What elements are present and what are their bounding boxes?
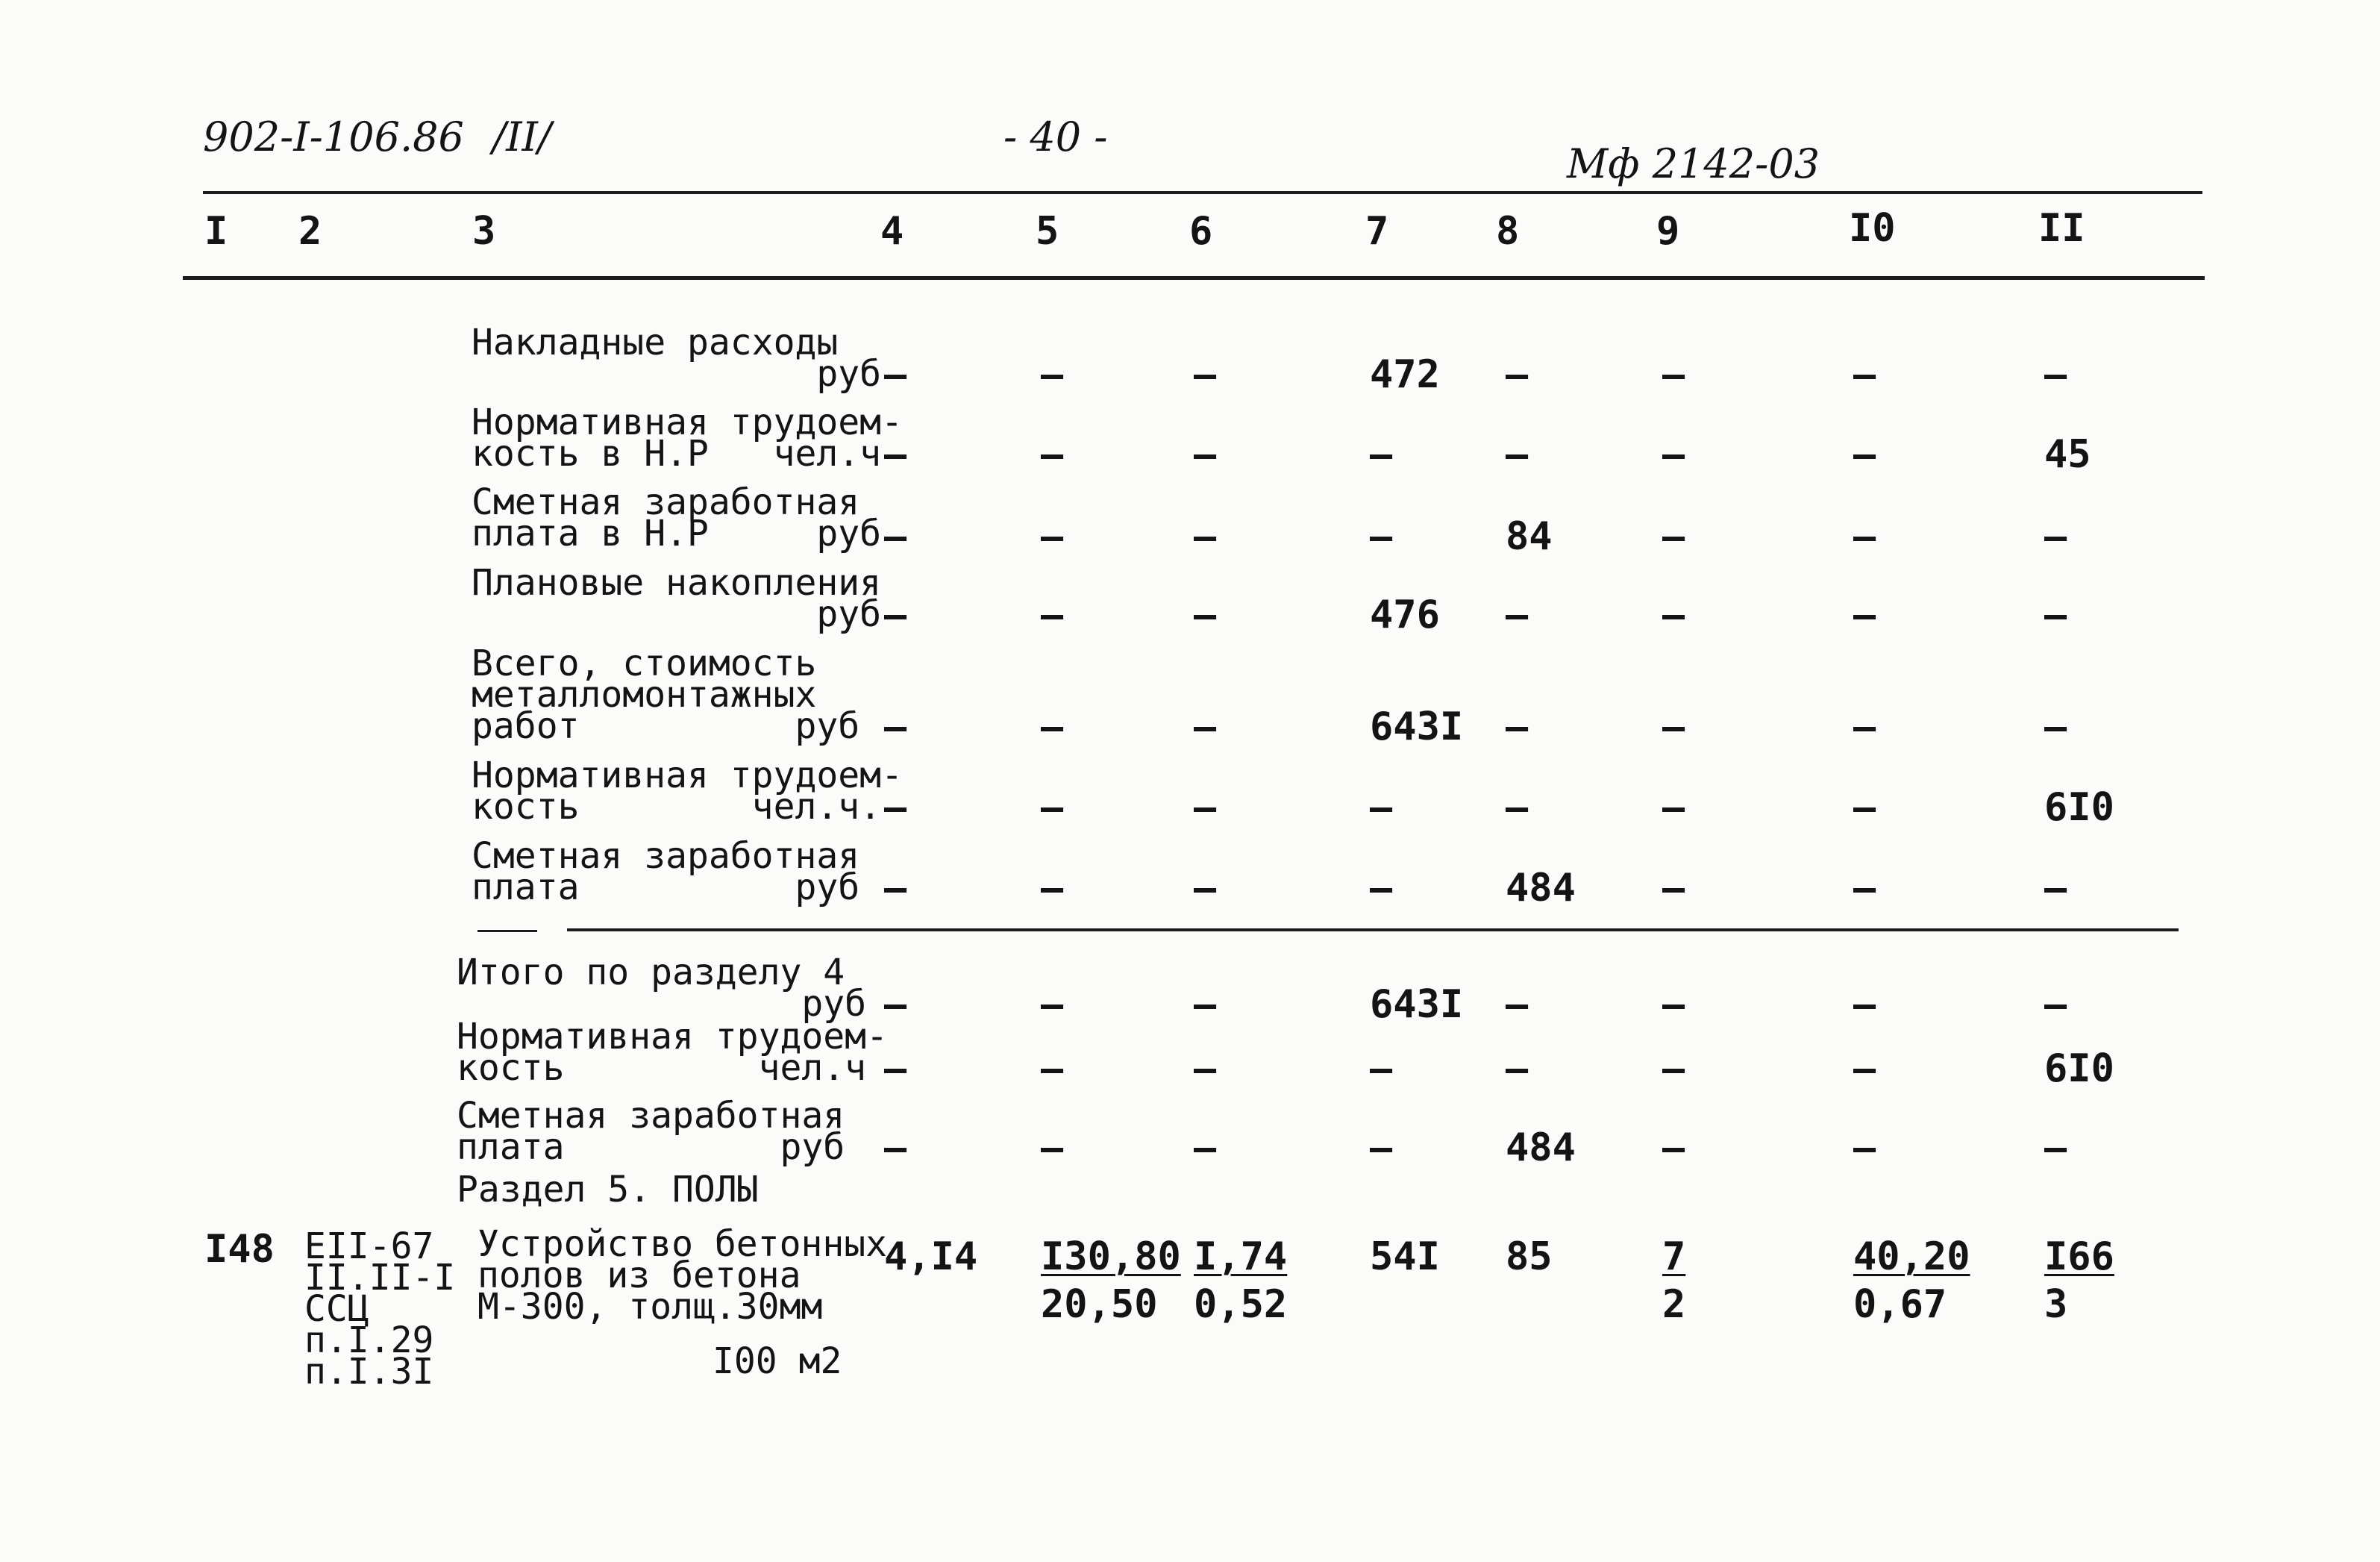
row-value-col7: –: [1370, 515, 1393, 558]
col-header-10: I0: [1849, 206, 1896, 251]
row-label: Сметная заработная плата руб: [457, 1095, 845, 1168]
row-value-col11: –: [2044, 1126, 2067, 1169]
row-value-col5: –: [1041, 866, 1064, 910]
col-header-1: I: [204, 209, 228, 254]
row-value-col5: –: [1041, 786, 1064, 829]
row-value-col4: –: [884, 593, 907, 637]
row-value-col8: 484: [1506, 866, 1576, 910]
row-value-col10: –: [1853, 593, 1876, 637]
row-value-col8: –: [1506, 353, 1529, 396]
row-value-col9: –: [1662, 353, 1685, 396]
row-value-col8: –: [1506, 433, 1529, 476]
row-value-col8: –: [1506, 983, 1529, 1026]
item-col7: 54I: [1370, 1234, 1440, 1279]
col-header-7: 7: [1365, 209, 1389, 254]
row-value-col8: –: [1506, 1047, 1529, 1090]
section-5-title: Раздел 5. ПОЛЫ: [457, 1169, 759, 1210]
row-value-col5: –: [1041, 1047, 1064, 1090]
row-value-col7: 472: [1370, 352, 1440, 397]
row-value-col6: –: [1194, 786, 1217, 829]
row-value-col5: –: [1041, 593, 1064, 637]
row-value-col4: –: [884, 705, 907, 749]
row-value-col11: 6I0: [2044, 1046, 2114, 1091]
row-value-col11: –: [2044, 705, 2067, 749]
item-col6-top: I,74: [1194, 1234, 1288, 1279]
row-value-col7: –: [1370, 433, 1393, 476]
item-ref-3: ССЦ: [304, 1288, 369, 1330]
row-label: Плановые накопления руб: [472, 562, 882, 635]
item-description: Устройство бетонных полов из бетона М-300, толщ.30мм: [477, 1223, 888, 1328]
row-value-col4: –: [884, 1126, 907, 1169]
row-value-col6: –: [1194, 353, 1217, 396]
row-value-col11: –: [2044, 353, 2067, 396]
row-value-col6: –: [1194, 1047, 1217, 1090]
row-value-col8: –: [1506, 786, 1529, 829]
section-separator: [477, 930, 537, 932]
row-value-col4: –: [884, 353, 907, 396]
row-label: Сметная заработная плата руб: [472, 835, 860, 908]
row-value-col7: 643I: [1370, 982, 1464, 1027]
row-value-col5: –: [1041, 1126, 1064, 1169]
row-value-col5: –: [1041, 353, 1064, 396]
col-header-9: 9: [1656, 209, 1680, 254]
row-value-col7: –: [1370, 1047, 1393, 1090]
row-value-col6: –: [1194, 866, 1217, 910]
row-value-col9: –: [1662, 786, 1685, 829]
row-value-col10: –: [1853, 515, 1876, 558]
row-value-col7: 476: [1370, 593, 1440, 637]
row-value-col10: –: [1853, 1047, 1876, 1090]
row-value-col8: –: [1506, 705, 1529, 749]
item-col11-bottom: 3: [2044, 1282, 2068, 1327]
row-value-col9: –: [1662, 1126, 1685, 1169]
row-value-col6: –: [1194, 1126, 1217, 1169]
item-ref-1: ЕII-67: [304, 1225, 434, 1267]
row-label: Нормативная трудоем- кость чел.ч.: [472, 755, 903, 828]
row-value-col9: –: [1662, 866, 1685, 910]
page-number: - 40 -: [1003, 113, 1108, 160]
row-value-col7: –: [1370, 1126, 1393, 1169]
item-unit: I00 м2: [713, 1340, 842, 1382]
row-value-col9: –: [1662, 515, 1685, 558]
row-value-col11: –: [2044, 866, 2067, 910]
row-label: Накладные расходы руб: [472, 322, 882, 395]
row-value-col6: –: [1194, 983, 1217, 1026]
item-col9-top: 7: [1662, 1234, 1686, 1279]
row-value-col5: –: [1041, 433, 1064, 476]
row-value-col4: –: [884, 983, 907, 1026]
row-label: Итого по разделу 4 руб: [457, 952, 867, 1025]
col-header-3: 3: [472, 209, 496, 254]
col-header-5: 5: [1036, 209, 1059, 254]
item-number: I48: [204, 1227, 275, 1272]
item-col10-bottom: 0,67: [1853, 1282, 1947, 1327]
header-rule-top: [203, 191, 2202, 194]
row-value-col9: –: [1662, 593, 1685, 637]
item-col5-bottom: 20,50: [1041, 1282, 1158, 1327]
row-label: Сметная заработная плата в Н.Р руб: [472, 481, 882, 554]
item-col5-top: I30,80: [1041, 1234, 1181, 1279]
row-value-col7: 643I: [1370, 705, 1464, 749]
row-value-col9: –: [1662, 433, 1685, 476]
row-value-col11: –: [2044, 515, 2067, 558]
section-separator-long: [567, 928, 2179, 931]
row-value-col6: –: [1194, 433, 1217, 476]
row-value-col6: –: [1194, 705, 1217, 749]
row-value-col10: –: [1853, 866, 1876, 910]
col-header-6: 6: [1189, 209, 1213, 254]
row-value-col7: –: [1370, 786, 1393, 829]
row-value-col11: 6I0: [2044, 785, 2114, 830]
row-label: Всего, стоимость металломонтажных работ руб: [472, 643, 860, 747]
row-value-col4: –: [884, 515, 907, 558]
row-value-col8: –: [1506, 593, 1529, 637]
doc-part: /II/: [492, 113, 552, 160]
row-value-col6: –: [1194, 515, 1217, 558]
row-value-col7: –: [1370, 866, 1393, 910]
item-ref-5: п.I.3I: [304, 1351, 434, 1393]
item-col8: 85: [1506, 1234, 1553, 1279]
row-value-col4: –: [884, 1047, 907, 1090]
item-ref-4: п.I.29: [304, 1319, 434, 1361]
row-value-col11: 45: [2044, 432, 2091, 477]
item-col6-bottom: 0,52: [1194, 1282, 1288, 1327]
row-value-col10: –: [1853, 705, 1876, 749]
row-label: Нормативная трудоем- кость чел.ч: [457, 1016, 888, 1089]
row-label: Нормативная трудоем- кость в Н.Р чел.ч: [472, 402, 903, 475]
row-value-col9: –: [1662, 983, 1685, 1026]
row-value-col10: –: [1853, 353, 1876, 396]
row-value-col8: 84: [1506, 514, 1553, 559]
item-col11-top: I66: [2044, 1234, 2114, 1279]
row-value-col4: –: [884, 433, 907, 476]
col-header-8: 8: [1496, 209, 1520, 254]
row-value-col4: –: [884, 866, 907, 910]
header-rule-bottom: [183, 276, 2205, 280]
row-value-col6: –: [1194, 593, 1217, 637]
row-value-col10: –: [1853, 1126, 1876, 1169]
row-value-col5: –: [1041, 983, 1064, 1026]
row-value-col10: –: [1853, 433, 1876, 476]
item-ref-2: II.II-I: [304, 1257, 456, 1299]
row-value-col5: –: [1041, 705, 1064, 749]
item-col4: 4,I4: [884, 1234, 978, 1279]
item-col10-top: 40,20: [1853, 1234, 1970, 1279]
row-value-col10: –: [1853, 786, 1876, 829]
doc-code: 902-I-106.86: [203, 113, 464, 160]
col-header-4: 4: [880, 209, 904, 254]
row-value-col8: 484: [1506, 1125, 1576, 1170]
col-header-11: II: [2038, 206, 2085, 251]
row-value-col4: –: [884, 786, 907, 829]
registry-code: Мф 2142-03: [1567, 140, 1820, 187]
item-col9-bottom: 2: [1662, 1282, 1686, 1327]
row-value-col11: –: [2044, 593, 2067, 637]
row-value-col9: –: [1662, 705, 1685, 749]
row-value-col9: –: [1662, 1047, 1685, 1090]
row-value-col10: –: [1853, 983, 1876, 1026]
row-value-col11: –: [2044, 983, 2067, 1026]
row-value-col5: –: [1041, 515, 1064, 558]
col-header-2: 2: [298, 209, 322, 254]
